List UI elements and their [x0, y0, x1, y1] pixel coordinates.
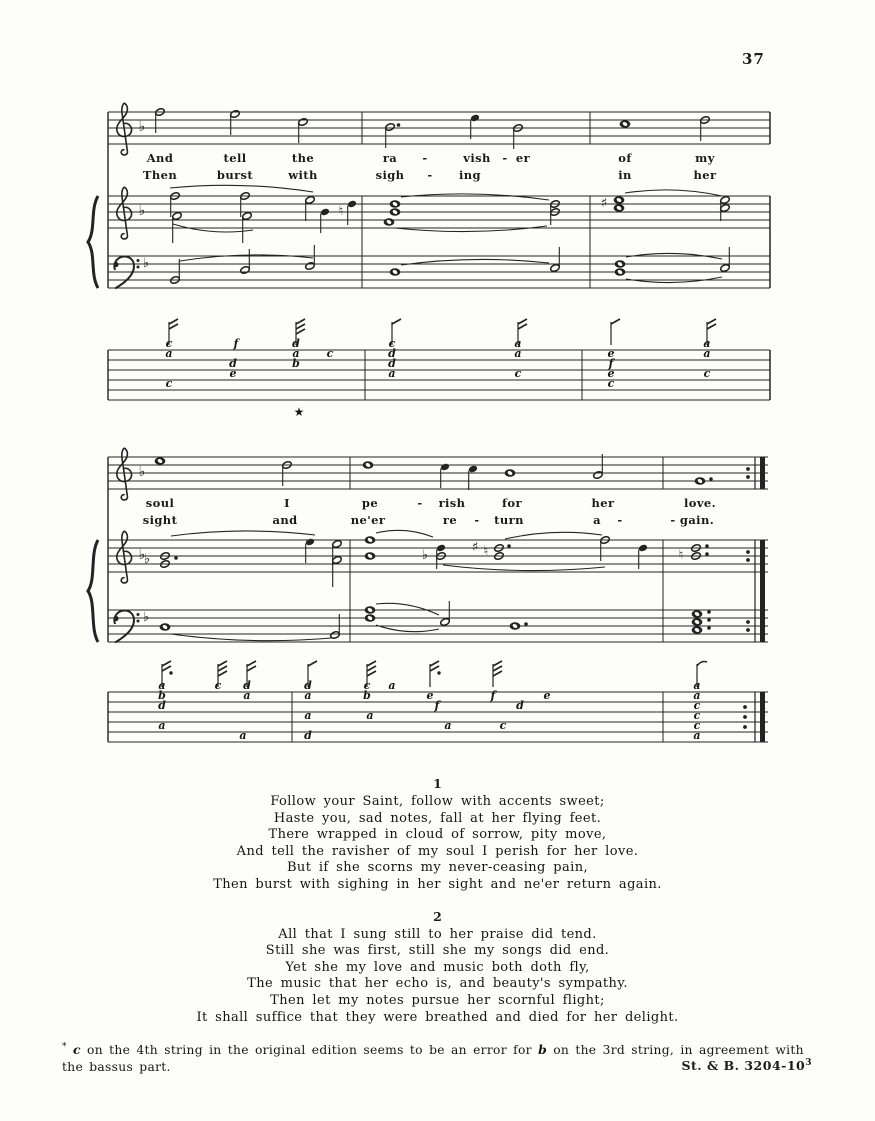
svg-text:♭: ♭ [142, 256, 150, 271]
lyric-word: her [591, 496, 615, 510]
tab-letter: d [516, 699, 524, 712]
svg-text:♭: ♭ [138, 547, 146, 563]
tab-letter: a [388, 679, 396, 692]
svg-text:♮: ♮ [483, 544, 489, 559]
svg-text:♭: ♭ [421, 548, 429, 563]
lyric-word: the [291, 151, 315, 165]
verse-line: Haste you, sad notes, fall at her flying feet. [273, 810, 602, 826]
tab-letter: e [229, 367, 237, 380]
tab-letter: c [514, 367, 522, 380]
verse-number: 2 [433, 908, 442, 924]
tab-letter: b [158, 689, 166, 702]
lyric-word: ra [382, 151, 398, 165]
lyric-word: - [427, 168, 433, 182]
tab-letter: c [214, 679, 222, 692]
tab-letter: f [608, 357, 614, 370]
tab-letter: d [304, 679, 312, 692]
tab-letter: c [326, 347, 334, 360]
lyric-word: - [617, 513, 623, 527]
page-number: 37 [742, 50, 765, 68]
verse-line: And tell the ravisher of my soul I perish for her love. [236, 843, 639, 859]
tab-letter: c [165, 337, 173, 350]
tab-letter: e [607, 347, 615, 360]
tab-letter: a [165, 347, 173, 360]
lyric-word: vish [463, 151, 491, 165]
lyric-word: sigh [375, 168, 405, 182]
footnote-letter-c: c [73, 1042, 81, 1058]
tab-letter: a [693, 679, 701, 692]
lyric-word: And [146, 151, 174, 165]
tab-letter: a [158, 719, 166, 732]
tab-letter: f [233, 337, 239, 350]
tab-letter: a [693, 729, 701, 742]
footnote-star-icon: ★ [293, 405, 305, 419]
tab-letter: a [514, 337, 522, 350]
tab-letter: a [304, 709, 312, 722]
svg-text:♭: ♭ [142, 610, 150, 625]
music-system-1 [85, 100, 797, 440]
tab-letter: c [693, 719, 701, 732]
verse-line: The music that her echo is, and beauty's sympathy. [247, 976, 628, 992]
tab-letter: b [292, 357, 300, 370]
tab-letter: a [444, 719, 452, 732]
system2-text-overlay [85, 445, 797, 785]
tab-letter: a [703, 337, 711, 350]
footnote-text-2: on the 3rd string, in agreement with the bassus part. [62, 1043, 804, 1074]
lyric-word: - [417, 496, 423, 510]
tab-letter: c [703, 367, 711, 380]
svg-text:♮: ♮ [678, 548, 684, 563]
footnote-text-1: on the 4th string in the original edition seems to be an error for [80, 1043, 539, 1058]
tab-letter: c [388, 337, 396, 350]
tab-letter: d [243, 679, 251, 692]
tab-letter: f [490, 689, 496, 702]
catalog-number [0, 1058, 812, 1073]
svg-text:♯: ♯ [600, 196, 608, 211]
lyric-word: with [288, 168, 318, 182]
tab-letter: a [366, 709, 374, 722]
tab-letter: a [158, 679, 166, 692]
catalog-text: St. & B. 3204-10 [681, 1058, 806, 1074]
svg-text:♭: ♭ [143, 552, 151, 567]
lyric-word: a [593, 513, 601, 527]
verse-block [0, 776, 875, 1026]
lyric-word: - [422, 151, 428, 165]
svg-text:♮: ♮ [338, 204, 344, 219]
lyric-word: - [502, 151, 508, 165]
music-system-2 [85, 445, 797, 785]
lyric-word: turn [494, 513, 524, 527]
lyric-word: love. [683, 496, 717, 510]
lyric-word: her [693, 168, 717, 182]
tab-letter: c [693, 709, 701, 722]
lyric-word: in [618, 168, 632, 182]
svg-text:♯: ♯ [471, 540, 479, 555]
lyric-word: pe [361, 496, 379, 510]
lyric-word: re [442, 513, 458, 527]
tab-letter: a [388, 367, 396, 380]
lyric-word: I [284, 496, 290, 510]
verse-line: Then let my notes pursue her scornful flight; [270, 992, 605, 1008]
verse-number: 1 [433, 776, 442, 791]
verse-line: But if she scorns my never-ceasing pain, [286, 860, 589, 876]
lyric-word: ne'er [350, 513, 386, 527]
tab-letter: a [292, 347, 300, 360]
tab-letter: b [363, 689, 371, 702]
lyric-word: sight [142, 513, 178, 527]
tab-letter: d [229, 357, 237, 370]
lyric-word: - [670, 513, 676, 527]
system1-text-overlay [85, 100, 797, 440]
lyric-word: my [695, 151, 715, 165]
verse-line: There wrapped in cloud of sorrow, pity move, [268, 827, 607, 843]
lyric-word: of [618, 151, 632, 165]
tab-letter: c [499, 719, 507, 732]
tab-letter: c [363, 679, 371, 692]
lyric-word: for [502, 496, 522, 510]
tab-letter: a [304, 689, 312, 702]
svg-text:♭: ♭ [138, 203, 146, 219]
catalog-superscript: 3 [805, 1058, 812, 1068]
verse-line: Yet she my love and music both doth fly, [285, 959, 590, 975]
lyric-word: soul [145, 496, 175, 510]
tab-letter: d [388, 347, 396, 360]
verse-line: All that I sung still to her praise did tend. [278, 926, 597, 942]
lyric-word: gain. [679, 513, 715, 527]
tab-letter: d [292, 337, 300, 350]
tab-letter: e [543, 689, 551, 702]
verse [0, 776, 875, 894]
tab-letter: a [514, 347, 522, 360]
lyric-word: ing [459, 168, 481, 182]
verse-line: It shall suffice that they were breathed and died for her delight. [196, 1009, 679, 1025]
tab-letter: c [693, 699, 701, 712]
svg-text:♭: ♭ [138, 119, 146, 135]
verse-line: Follow your Saint, follow with accents sweet; [270, 794, 605, 809]
lyric-word: - [474, 513, 480, 527]
lyric-word: burst [216, 168, 254, 182]
tab-letter: c [607, 377, 615, 390]
tab-letter: e [607, 367, 615, 380]
lyric-word: and [272, 513, 298, 527]
tab-letter: d [158, 699, 166, 712]
tab-letter: e [426, 689, 434, 702]
tab-letter: a [703, 347, 711, 360]
footnote-letter-b: b [538, 1042, 547, 1058]
lyric-word: tell [223, 151, 247, 165]
svg-text:♭: ♭ [138, 464, 146, 480]
lyric-word: Then [142, 168, 178, 182]
lyric-word: rish [438, 496, 466, 510]
tab-letter: d [304, 729, 312, 742]
tab-letter: f [434, 699, 440, 712]
tab-letter: a [243, 689, 251, 702]
tab-letter: a [239, 729, 247, 742]
tab-letter: d [388, 357, 396, 370]
lyric-word: er [515, 151, 531, 165]
tab-letter: a [693, 689, 701, 702]
footnote-marker: * [62, 1042, 67, 1052]
tab-letter: c [165, 377, 173, 390]
verse-line: Still she was first, still she my songs did end. [265, 943, 610, 959]
verse-line: Then burst with sighing in her sight and ne'er return again. [213, 876, 662, 892]
verse [0, 909, 875, 1027]
